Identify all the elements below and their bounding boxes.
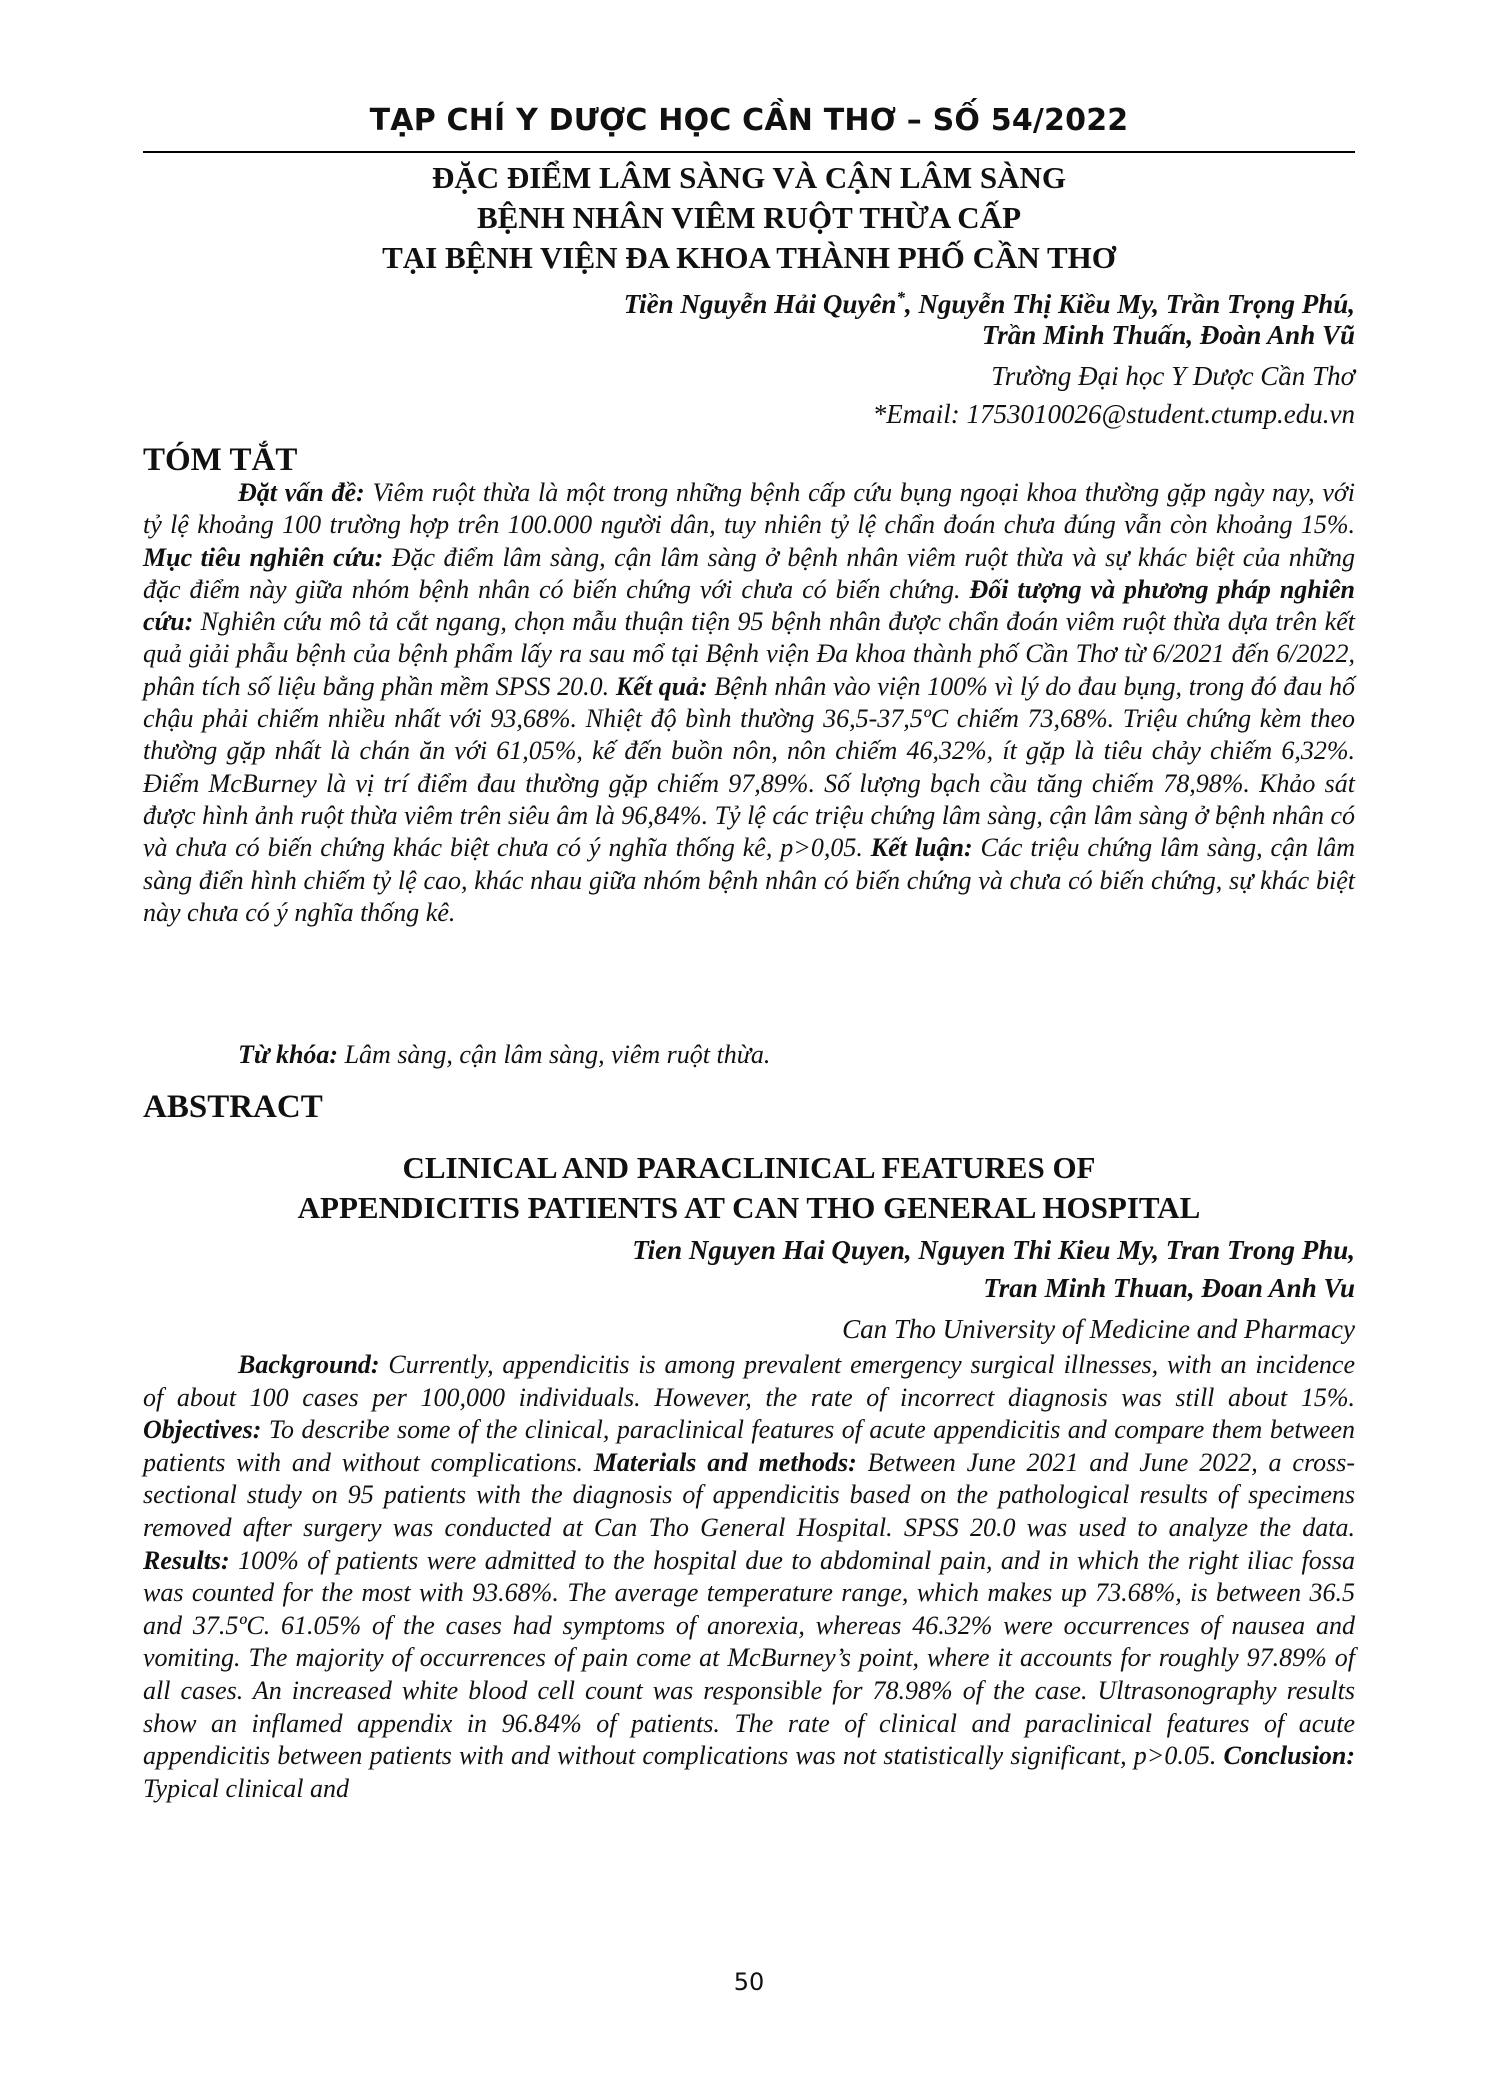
- vn-title-line: TẠI BỆNH VIỆN ĐA KHOA THÀNH PHỐ CẦN THƠ: [382, 240, 1116, 275]
- summary-heading: TÓM TẮT: [143, 442, 298, 478]
- label-methods-en: Materials and methods:: [593, 1447, 857, 1477]
- vn-author-rest: , Nguyễn Thị Kiều My, Trần Trọng Phú,: [904, 289, 1355, 319]
- label-results-vn: Kết quả:: [615, 671, 708, 701]
- vn-title-line: ĐẶC ĐIỂM LÂM SÀNG VÀ CẬN LÂM SÀNG: [431, 160, 1067, 195]
- text-results-vn: Bệnh nhân vào viện 100% vì lý do đau bụng, trong đó đau hố chậu phải chiếm nhiều nhất với 93,68%. Nhiệt độ bình thường 36,5-37,5ºC chiếm 73,68%. Triệu chứng kèm theo thường gặp nhất là chán ăn với 61,05%, kế đến buồn nôn, nôn chiếm 46,32%, ít gặp là tiêu chảy chiếm 6,32%. Điểm McBurney là vị trí điểm đau thường gặp chiếm 97,89%. Số lượng bạch cầu tăng chiếm 78,98%. Khảo sát được hình ảnh ruột thừa viêm trên siêu âm là 96,84%. Tỷ lệ các triệu chứng lâm sàng, cận lâm sàng ở bệnh nhân có và chưa có biến chứng khác biệt chưa có ý nghĩa thống kê, p>0,05.: [143, 671, 1355, 863]
- en-authors-line-1: Tien Nguyen Hai Quyen, Nguyen Thi Kieu My, Tran Trong Phu,: [632, 1235, 1355, 1265]
- label-methods-vn: Đối tượng và phương pháp nghiên cứu:: [143, 574, 1355, 637]
- label-objective-vn: Mục tiêu nghiên cứu:: [143, 542, 384, 572]
- vn-title-line: BỆNH NHÂN VIÊM RUỘT THỪA CẤP: [477, 200, 1021, 235]
- vn-author-name: Tiền Nguyễn Hải Quyên: [623, 289, 897, 319]
- label-background-en: Background:: [238, 1350, 380, 1379]
- header-rule: [143, 151, 1355, 153]
- label-objectives-en: Objectives:: [143, 1415, 262, 1445]
- label-conclusion-vn: Kết luận:: [870, 833, 973, 863]
- en-abstract-paragraph: [143, 1349, 1355, 1805]
- keywords-text: Lâm sàng, cận lâm sàng, viêm ruột thừa.: [338, 1040, 771, 1069]
- en-title-line: CLINICAL AND PARACLINICAL FEATURES OF: [402, 1150, 1096, 1185]
- keywords-label: Từ khóa:: [238, 1040, 339, 1069]
- en-affiliation: Can Tho University of Medicine and Pharmacy: [842, 1314, 1355, 1344]
- label-conclusion-en: Conclusion:: [1223, 1741, 1355, 1771]
- label-results-en: Results:: [143, 1545, 230, 1575]
- text-methods-en: Between June 2021 and June 2022, a cross-sectional study on 95 patients with the diagnosis of appendicitis based on the pathological results of specimens removed after surgery was conducted at Can Tho General Hospital. SPSS 20.0 was used to analyze the data.: [143, 1447, 1356, 1542]
- en-authors-line-2: Tran Minh Thuan, Đoan Anh Vu: [983, 1273, 1355, 1303]
- journal-header: TẠP CHÍ Y DƯỢC HỌC CẦN THƠ – SỐ 54/2022: [369, 103, 1129, 138]
- text-conclusion-vn: Các triệu chứng lâm sàng, cận lâm sàng điển hình chiếm tỷ lệ cao, khác nhau giữa nhóm bệnh nhân có biến chứng và chưa có biến chứng, sự khác biệt này chưa có ý nghĩa thống kê.: [143, 833, 1355, 927]
- vn-summary-paragraph: [143, 477, 1355, 929]
- text-objective-vn: Đặc điểm lâm sàng, cận lâm sàng ở bệnh nhân viêm ruột thừa và sự khác biệt của những đặc điểm này giữa nhóm bệnh nhân có biến chứng với chưa có biến chứng.: [143, 542, 1355, 604]
- en-article-title: [143, 1148, 1355, 1228]
- vn-authors-line-1: [143, 280, 1355, 322]
- label-background-vn: Đặt vấn đề:: [238, 478, 365, 507]
- vn-email: *Email: 1753010026@student.ctump.edu.vn: [872, 399, 1355, 429]
- corresponding-mark: *: [896, 288, 905, 307]
- page-number: 50: [733, 1968, 765, 1996]
- text-background-vn: Viêm ruột thừa là một trong những bệnh cấp cứu bụng ngoại khoa thường gặp ngày nay, với tỷ lệ khoảng 100 trường hợp trên 100.000 người dân, tuy nhiên tỷ lệ chẩn đoán chưa đúng vẫn còn khoảng 15%.: [143, 478, 1355, 540]
- text-objectives-en: To describe some of the clinical, paraclinical features of acute appendicitis and compare them between patients with and without complications.: [143, 1415, 1355, 1477]
- en-title-line: APPENDICITIS PATIENTS AT CAN THO GENERAL HOSPITAL: [297, 1190, 1201, 1225]
- text-results-en: 100% of patients were admitted to the hospital due to abdominal pain, and in which the right iliac fossa was counted for the most with 93.68%. The average temperature range, which makes up 73.68%, is between 36.5 and 37.5ºC. 61.05% of the cases had symptoms of anorexia, whereas 46.32% were occurrences of nausea and vomiting. The majority of occurrences of pain come at McBurney’s point, where it accounts for roughly 97.89% of all cases. An increased white blood cell count was responsible for 78.98% of the case. Ultrasonography results show an inflamed appendix in 96.84% of patients. The rate of clinical and paraclinical features of acute appendicitis between patients with and without complications was not statistically significant, p>0.05.: [143, 1545, 1355, 1771]
- vn-article-title: [143, 158, 1355, 278]
- text-methods-vn: Nghiên cứu mô tả cắt ngang, chọn mẫu thuận tiện 95 bệnh nhân được chẩn đoán viêm ruột thừa dựa trên kết quả giải phẫu bệnh của bệnh phẩm lấy ra sau mổ tại Bệnh viện Đa khoa thành phố Cần Thơ từ 6/2021 đến 6/2022, phân tích số liệu bằng phần mềm SPSS 20.0.: [143, 607, 1355, 701]
- vn-authors-line-2: Trần Minh Thuấn, Đoàn Anh Vũ: [981, 320, 1355, 350]
- abstract-heading: ABSTRACT: [143, 1089, 323, 1125]
- text-conclusion-en: Typical clinical and: [143, 1773, 350, 1803]
- vn-affiliation: Trường Đại học Y Dược Cần Thơ: [991, 361, 1355, 391]
- text-background-en: Currently, appendicitis is among prevalent emergency surgical illnesses, with an incidence of about 100 cases per 100,000 individuals. However, the rate of incorrect diagnosis was still about 15%.: [143, 1350, 1355, 1412]
- vn-keywords: [143, 1039, 1355, 1071]
